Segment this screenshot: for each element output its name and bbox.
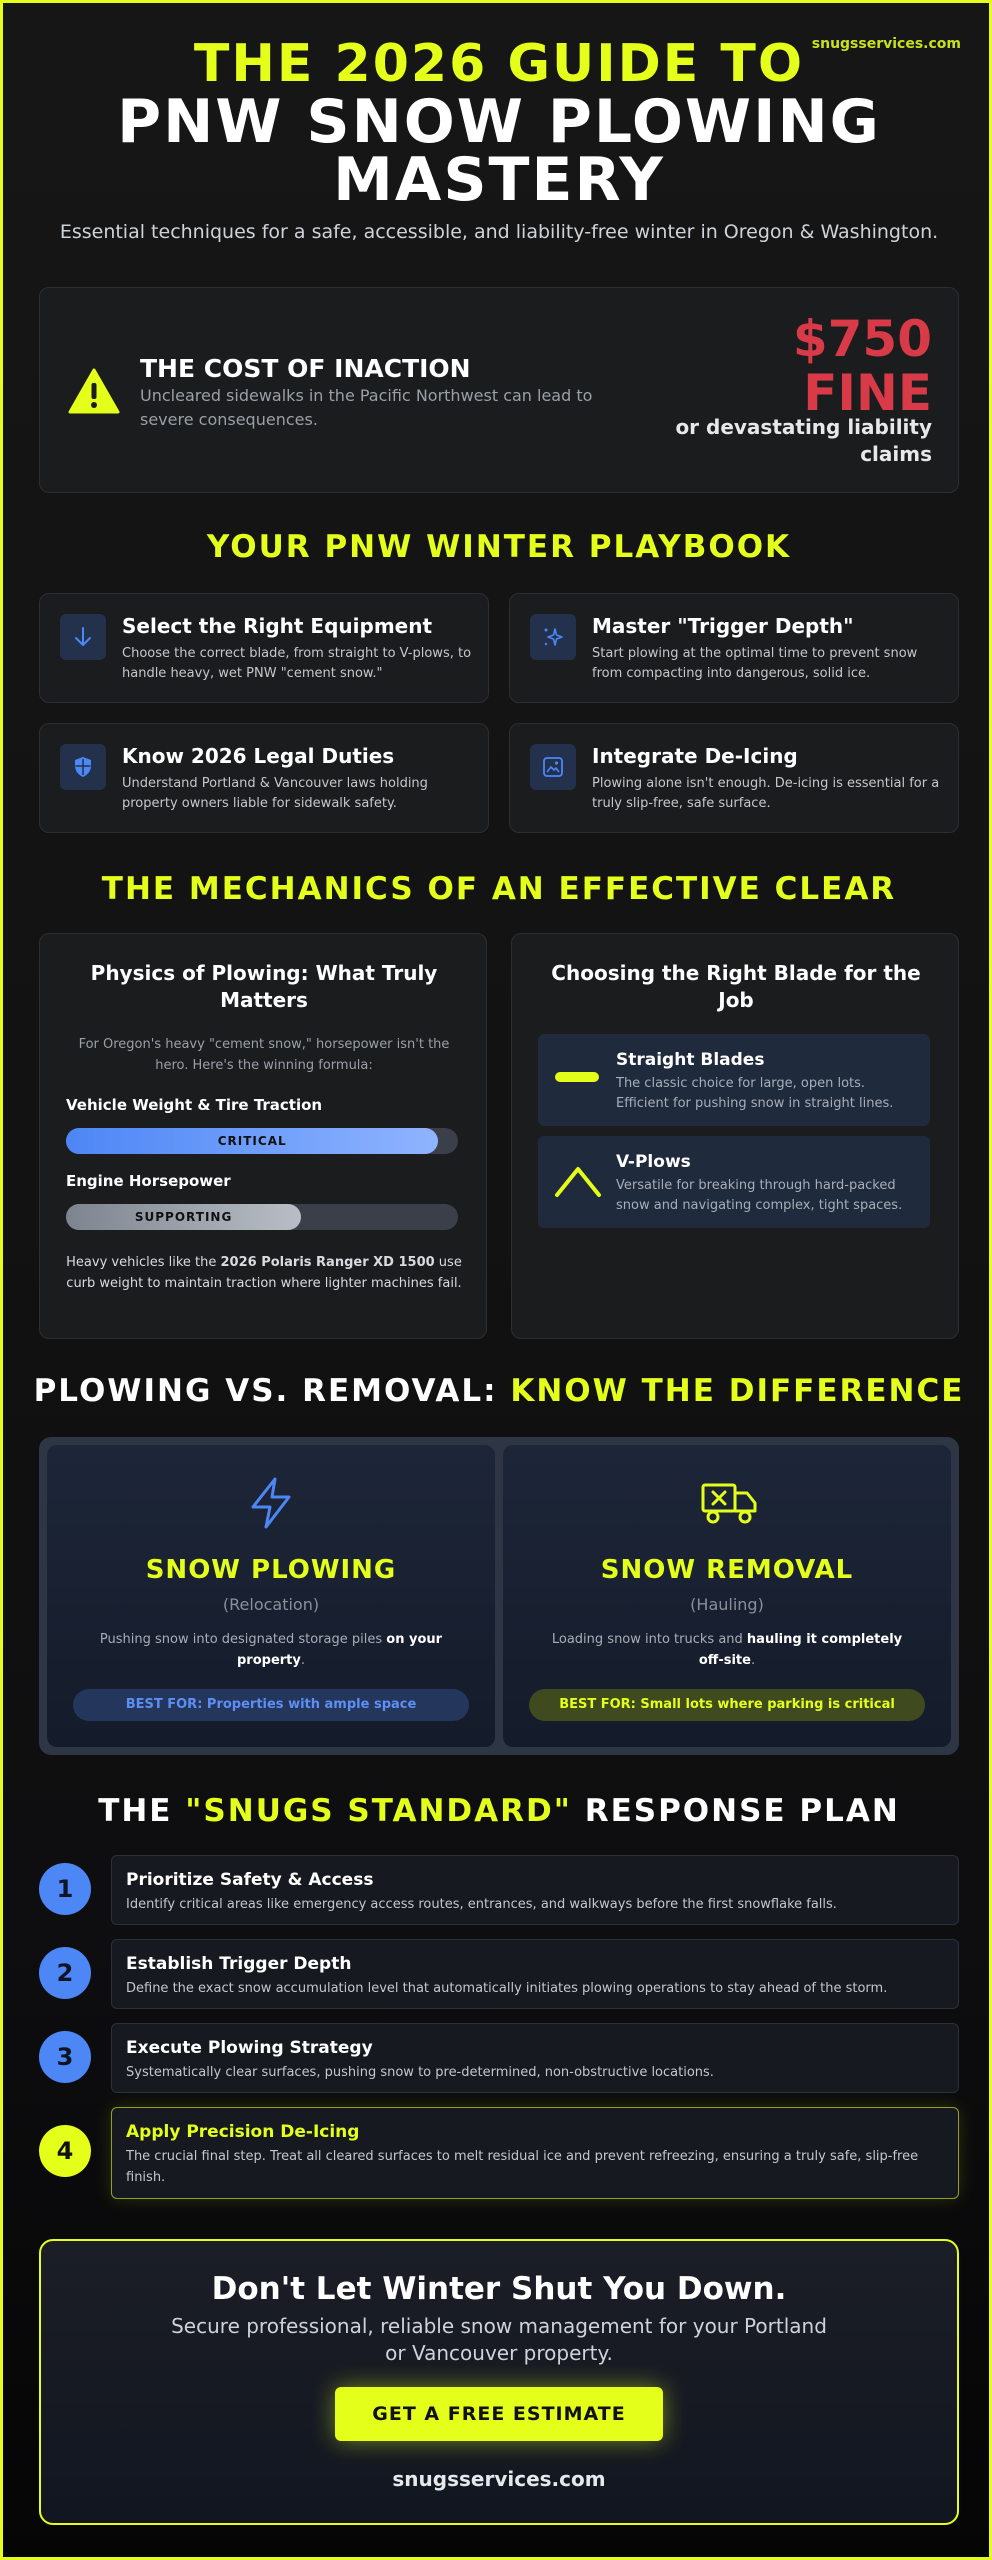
- response-plan-title: [3, 1793, 992, 1829]
- physics-intro: For Oregon's heavy "cement snow," horsepower isn't the hero. Here's the winning formula:: [78, 1037, 450, 1073]
- straight-blade-icon: [554, 1070, 600, 1084]
- bar-fill-supporting: SUPPORTING: [66, 1204, 301, 1230]
- cta-panel: [39, 2239, 959, 2525]
- playbook-title: YOUR PNW WINTER PLAYBOOK: [206, 529, 792, 565]
- response-title-white2: RESPONSE PLAN: [571, 1793, 900, 1829]
- blade-title: Choosing the Right Blade for the Job: [551, 961, 921, 1012]
- cost-description: Uncleared sidewalks in the Pacific Northwest can lead to severe consequences.: [140, 386, 593, 429]
- snow-plowing-subtitle: (Relocation): [222, 1595, 320, 1614]
- arrow-down-icon: [60, 614, 106, 660]
- bar-label: Vehicle Weight & Tire Traction: [66, 1096, 323, 1114]
- comparison-panel: [39, 1437, 959, 1755]
- playbook-item-description: Understand Portland & Vancouver laws holding property owners liable for sidewalk safety.: [122, 776, 428, 811]
- playbook-item-title: Master "Trigger Depth": [592, 614, 854, 638]
- desc-pre: Loading snow into trucks and: [551, 1632, 747, 1647]
- hero-title: [3, 34, 992, 215]
- physics-title: Physics of Plowing: What Truly Matters: [90, 961, 438, 1012]
- desc-post: .: [750, 1653, 756, 1668]
- fine-amount-value: $750: [792, 310, 932, 368]
- comparison-title-white: PLOWING VS. REMOVAL:: [33, 1373, 511, 1409]
- shield-icon: [60, 744, 106, 790]
- playbook-item-title: Know 2026 Legal Duties: [122, 744, 395, 768]
- snow-plowing-badge: BEST FOR: Properties with ample space: [73, 1689, 469, 1721]
- snow-removal-title: SNOW REMOVAL: [600, 1555, 854, 1585]
- mechanics-title: THE MECHANICS OF AN EFFECTIVE CLEAR: [101, 871, 897, 907]
- blade-item-title: V-Plows: [616, 1152, 691, 1172]
- liability-note: or devastating liability claims: [675, 415, 932, 466]
- physics-footer-pre: Heavy vehicles like the: [66, 1255, 221, 1270]
- step-description: Identify critical areas like emergency access routes, entrances, and walkways before the first snowflake falls.: [126, 1897, 837, 1912]
- fine-amount-label: FINE: [803, 364, 932, 422]
- physics-card: [39, 933, 487, 1339]
- hero-title-line3: MASTERY: [333, 145, 665, 215]
- playbook-item-description: Choose the correct blade, from straight to V-plows, to handle heavy, wet PNW "cement snow.": [122, 646, 472, 681]
- step-description: The crucial final step. Treat all cleared surfaces to melt residual ice and prevent refreezing, ensuring a truly safe, slip-free finish.: [126, 2149, 919, 2185]
- sparkle-icon: [530, 614, 576, 660]
- snow-removal-card: [503, 1445, 951, 1747]
- truck-icon: [699, 1475, 759, 1531]
- playbook-item-description: Plowing alone isn't enough. De-icing is essential for a truly slip-free, safe surface.: [592, 776, 940, 811]
- snow-plowing-description: [87, 1629, 455, 1671]
- blade-item-description: The classic choice for large, open lots. Efficient for pushing snow in straight lines.: [616, 1076, 894, 1111]
- playbook-item-description: Start plowing at the optimal time to prevent snow from compacting into dangerous, solid ice.: [592, 646, 918, 681]
- bar-track-weight: [66, 1128, 458, 1154]
- warning-icon: [68, 368, 120, 414]
- desc-post: .: [300, 1653, 305, 1668]
- playbook-item-legal-duties: [39, 723, 489, 833]
- image-icon: [530, 744, 576, 790]
- hero-title-line2: PNW SNOW PLOWING: [117, 87, 881, 157]
- lightning-icon: [243, 1475, 299, 1531]
- cost-title: THE COST OF INACTION: [140, 354, 471, 383]
- snow-removal-subtitle: (Hauling): [690, 1595, 764, 1614]
- bar-fill-critical: CRITICAL: [66, 1128, 438, 1154]
- blade-item-v-plow: [538, 1136, 930, 1228]
- playbook-item-trigger-depth: [509, 593, 959, 703]
- blade-card: [511, 933, 959, 1339]
- comparison-title-yellow: KNOW THE DIFFERENCE: [510, 1373, 965, 1409]
- comparison-title: [3, 1373, 992, 1409]
- step-number: 1: [39, 1863, 91, 1915]
- playbook-item-title: Integrate De-Icing: [592, 744, 798, 768]
- step-number: 3: [39, 2031, 91, 2083]
- cost-of-inaction-card: [39, 287, 959, 493]
- desc-pre: Pushing snow into designated storage piles: [99, 1632, 387, 1647]
- physics-footer: [66, 1252, 462, 1294]
- blade-item-description: Versatile for breaking through hard-packed snow and navigating complex, tight spaces.: [616, 1178, 903, 1213]
- fine-amount: [692, 312, 932, 420]
- bar-track-horsepower: [66, 1204, 458, 1230]
- step-title: Establish Trigger Depth: [126, 1954, 352, 1974]
- bar-label: Engine Horsepower: [66, 1172, 231, 1190]
- snow-plowing-title: SNOW PLOWING: [145, 1555, 397, 1585]
- free-estimate-button[interactable]: GET A FREE ESTIMATE: [335, 2387, 663, 2441]
- v-plow-icon: [554, 1164, 602, 1198]
- playbook-item-title: Select the Right Equipment: [122, 614, 433, 638]
- snow-removal-badge: BEST FOR: Small lots where parking is critical: [529, 1689, 925, 1721]
- blade-item-title: Straight Blades: [616, 1050, 765, 1070]
- step-title: Prioritize Safety & Access: [126, 1870, 374, 1890]
- step-number: 2: [39, 1947, 91, 1999]
- snow-plowing-card: [47, 1445, 495, 1747]
- vehicle-name: 2026 Polaris Ranger XD 1500: [220, 1255, 435, 1270]
- step-card: [111, 1939, 959, 2009]
- blade-item-straight: [538, 1034, 930, 1126]
- playbook-item-de-icing: [509, 723, 959, 833]
- step-card-highlighted: [111, 2107, 959, 2199]
- response-title-yellow: "SNUGS STANDARD": [185, 1793, 572, 1829]
- hero-subtitle: Essential techniques for a safe, accessible, and liability-free winter in Oregon & Washington.: [59, 221, 939, 243]
- site-link-bottom[interactable]: snugsservices.com: [392, 2467, 606, 2491]
- response-title-white1: THE: [98, 1793, 186, 1829]
- step-number: 4: [39, 2125, 91, 2177]
- physics-footer-post: use curb weight to maintain traction where lighter machines fail.: [66, 1255, 462, 1291]
- step-title: Execute Plowing Strategy: [126, 2038, 373, 2058]
- playbook-item-equipment: [39, 593, 489, 703]
- step-card: [111, 2023, 959, 2093]
- site-link-top[interactable]: snugsservices.com: [811, 36, 961, 52]
- step-card: [111, 1855, 959, 1925]
- desc-bold: hauling it completely off-site: [698, 1632, 903, 1668]
- snow-removal-description: [543, 1629, 911, 1671]
- desc-bold: on your property: [236, 1632, 443, 1668]
- step-title: Apply Precision De-Icing: [126, 2122, 360, 2142]
- step-description: Define the exact snow accumulation level that automatically initiates plowing operations to stay ahead of the storm.: [126, 1981, 888, 1996]
- step-description: Systematically clear surfaces, pushing snow to pre-determined, non-obstructive locations.: [126, 2065, 714, 2080]
- cta-title: Don't Let Winter Shut You Down.: [211, 2271, 787, 2307]
- cta-subtitle: Secure professional, reliable snow management for your Portland or Vancouver property.: [171, 2314, 827, 2365]
- hero-title-line1: THE 2026 GUIDE TO: [193, 34, 805, 94]
